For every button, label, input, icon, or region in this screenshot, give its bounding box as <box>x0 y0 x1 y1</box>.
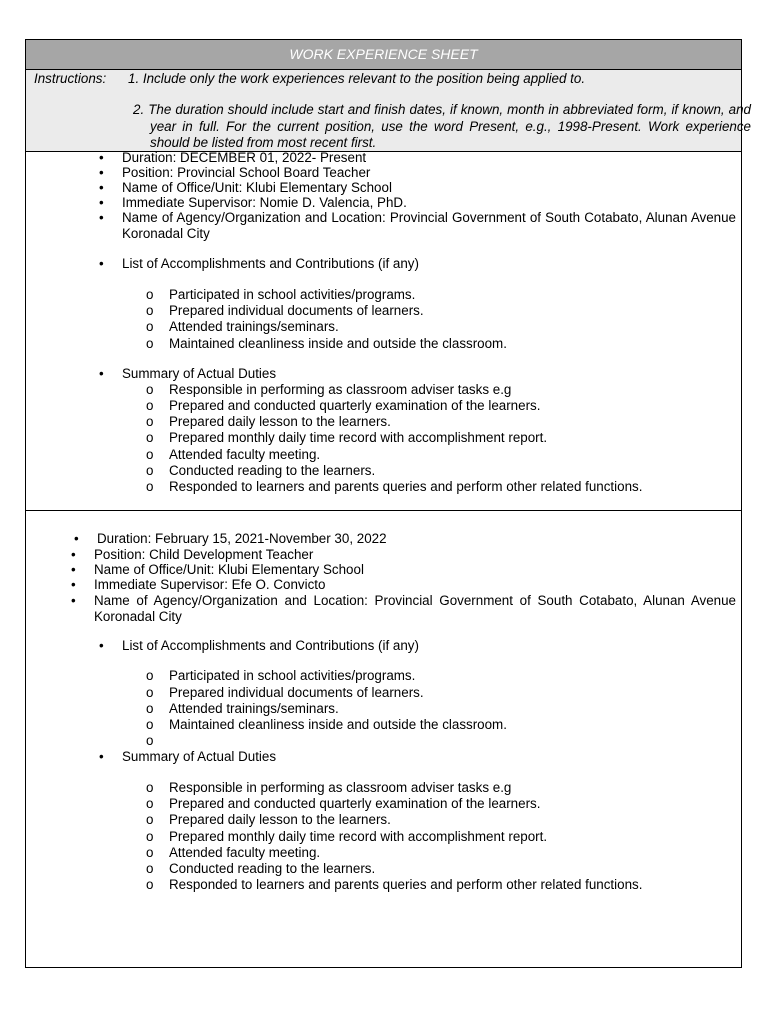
accomplishment-item: o Maintained cleanliness inside and outside the classroom. <box>169 336 507 351</box>
accomplishment-item: o Maintained cleanliness inside and outside the classroom. <box>169 717 507 732</box>
duty-item: o Prepared monthly daily time record with accomplishment report. <box>169 430 547 445</box>
accomplishment-item: o Attended trainings/seminars. <box>169 319 339 334</box>
accomplishment-item: o Prepared individual documents of learners. <box>169 303 424 318</box>
duty-item: o Prepared daily lesson to the learners. <box>169 812 391 827</box>
duty-item: o Responsible in performing as classroom adviser tasks e.g <box>169 780 511 795</box>
experience-entry-1 <box>26 152 741 511</box>
office-field: • Name of Office/Unit: Klubi Elementary School <box>122 180 392 195</box>
accomplishment-item: o Attended trainings/seminars. <box>169 701 339 716</box>
duty-item: o Prepared monthly daily time record with accomplishment report. <box>169 829 547 844</box>
duty-item: o Prepared daily lesson to the learners. <box>169 414 391 429</box>
supervisor-field: • Immediate Supervisor: Efe O. Convicto <box>94 577 325 592</box>
position-field: • Position: Provincial School Board Teacher <box>122 165 370 180</box>
duty-item: o Attended faculty meeting. <box>169 845 320 860</box>
duty-item: o Conducted reading to the learners. <box>169 861 375 876</box>
duration-field: • Duration: February 15, 2021-November 30, 2022 <box>97 531 387 546</box>
supervisor-field: • Immediate Supervisor: Nomie D. Valencia, PhD. <box>122 195 407 210</box>
office-field: • Name of Office/Unit: Klubi Elementary School <box>94 562 364 577</box>
instruction-item-2: 2. The duration should include start and finish dates, if known, month in abbreviated form, if known, and year in full. For the current position, use the word Present, e.g., 1998-Present. Work experience should be listed from most recent first. <box>133 102 751 150</box>
duties-label: • Summary of Actual Duties <box>122 366 276 381</box>
agency-field: • Name of Agency/Organization and Location: Provincial Government of South Cotabato, Alunan Avenue Koronadal City <box>94 593 736 624</box>
duties-label: • Summary of Actual Duties <box>122 749 276 764</box>
instruction-item-1: 1. Include only the work experiences relevant to the position being applied to. <box>128 71 586 86</box>
duty-item: o Responsible in performing as classroom adviser tasks e.g <box>169 382 511 397</box>
experience-entry-2 <box>26 511 741 968</box>
instructions-block <box>26 70 751 152</box>
duty-item: o Responded to learners and parents queries and perform other related functions. <box>169 479 642 494</box>
duty-item: o Prepared and conducted quarterly examination of the learners. <box>169 398 540 413</box>
accomplishments-label: • List of Accomplishments and Contributions (if any) <box>122 256 419 271</box>
accomplishment-item: o Participated in school activities/programs. <box>169 668 415 683</box>
position-field: • Position: Child Development Teacher <box>94 547 313 562</box>
duty-item: o Conducted reading to the learners. <box>169 463 375 478</box>
accomplishments-label: • List of Accomplishments and Contributions (if any) <box>122 638 419 653</box>
agency-field: • Name of Agency/Organization and Location: Provincial Government of South Cotabato, Alunan Avenue Koronadal City <box>122 210 736 241</box>
duty-item: o Attended faculty meeting. <box>169 447 320 462</box>
sheet-title: WORK EXPERIENCE SHEET <box>26 40 741 70</box>
work-experience-sheet <box>25 39 751 968</box>
duty-item: o Prepared and conducted quarterly examination of the learners. <box>169 796 540 811</box>
duration-field: • Duration: DECEMBER 01, 2022- Present <box>122 150 366 165</box>
instructions-label: Instructions: <box>34 71 107 86</box>
accomplishment-item: o Prepared individual documents of learners. <box>169 685 424 700</box>
duty-item: o Responded to learners and parents queries and perform other related functions. <box>169 877 642 892</box>
accomplishment-item: o Participated in school activities/programs. <box>169 287 415 302</box>
